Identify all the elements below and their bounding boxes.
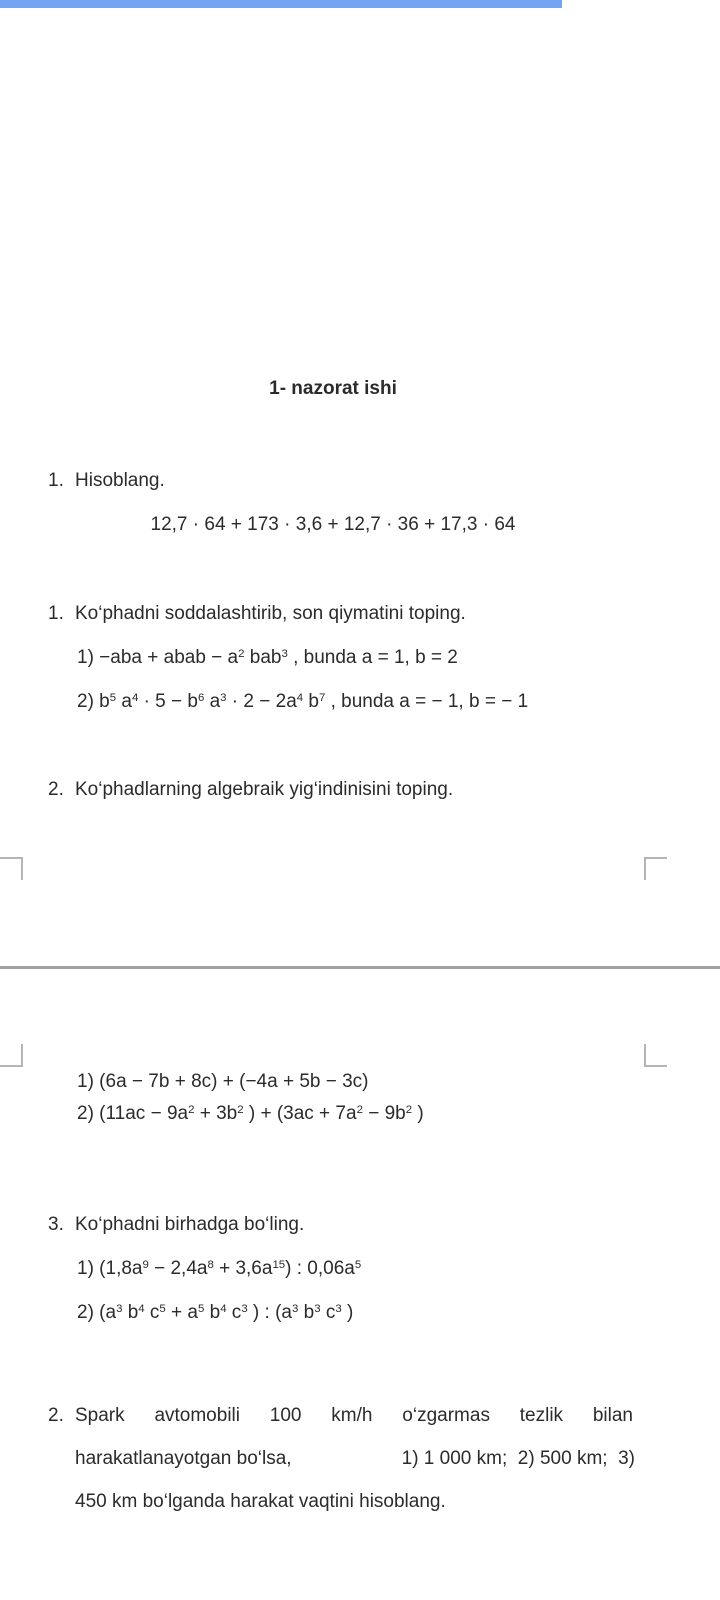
page-corner-mark <box>0 857 23 880</box>
page-divider <box>0 966 720 969</box>
word-problem-line-1: Spark avtomobili 100 km/h o‘zgarmas tezlik bilan <box>75 1405 633 1426</box>
word-problem-line-2-left: harakatlanayotgan bo‘lsa, <box>75 1448 292 1469</box>
formula-hisoblang: 12,7 · 64 + 173 · 3,6 + 12,7 · 36 + 17,3 · 64 <box>150 514 516 535</box>
progress-bar <box>0 0 562 8</box>
question-birhadga-boling <box>48 1213 304 1237</box>
question-algebraik-yigindi <box>48 778 453 802</box>
formula-item-3: 1) (6a − 7b + 8c) + (−4a + 5b − 3c) <box>77 1071 369 1092</box>
question-label: Ko‘phadlarning algebraik yig‘indinisini toping. <box>75 779 454 800</box>
question-number: 2. <box>48 779 64 800</box>
question-soddalashtirish <box>48 602 466 626</box>
question-label: Ko‘phadni birhadga bo‘ling. <box>75 1214 305 1235</box>
formula-item-1: 1) −aba + abab − $a^2$ bab$^3$ , bunda a = 1, b = 2 <box>77 647 458 668</box>
page-title: 1- nazorat ishi <box>269 378 397 399</box>
formula-item-4: 2) ($11ac - 9a^2 + 3b^2$ ) + ($3ac + 7a^2 - 9b^2$ ) <box>77 1103 424 1124</box>
question-label: Hisoblang. <box>75 470 165 491</box>
question-number: 1. <box>48 603 64 624</box>
formula-item-2: 2) $b^5$ $a^4 \cdot 5 - b^6$ $a^3 \cdot 2 - 2a^4$ $b^7$ , bunda a = − 1, b = − 1 <box>77 691 529 712</box>
formula-item-5: 1) $(1,8a^9 - 2,4a^8 + 3,6a^{15})$ : $0,06a^5$ <box>77 1258 362 1279</box>
formula-item-6: 2) ($a^3$ $b^4$ $c^5 + a^5$ $b^4$ $c^3$ ) : ($a^3$ $b^3$ $c^3$ ) <box>77 1302 354 1323</box>
word-problem-line-2 <box>75 1447 635 1471</box>
question-label: Ko‘phadni soddalashtirib, son qiymatini toping. <box>75 603 466 624</box>
question-number: 1. <box>48 470 64 491</box>
page-corner-mark <box>644 1044 667 1067</box>
word-problem-line-2-right: 1) 1 000 km; 2) 500 km; 3) <box>401 1448 635 1469</box>
question-hisoblang <box>48 469 165 493</box>
question-number: 2. <box>48 1405 64 1426</box>
page-corner-mark <box>644 857 667 880</box>
question-number: 3. <box>48 1214 64 1235</box>
page-corner-mark <box>0 1044 23 1067</box>
word-problem-line-3: 450 km bo‘lganda harakat vaqtini hisoblang. <box>75 1491 446 1512</box>
